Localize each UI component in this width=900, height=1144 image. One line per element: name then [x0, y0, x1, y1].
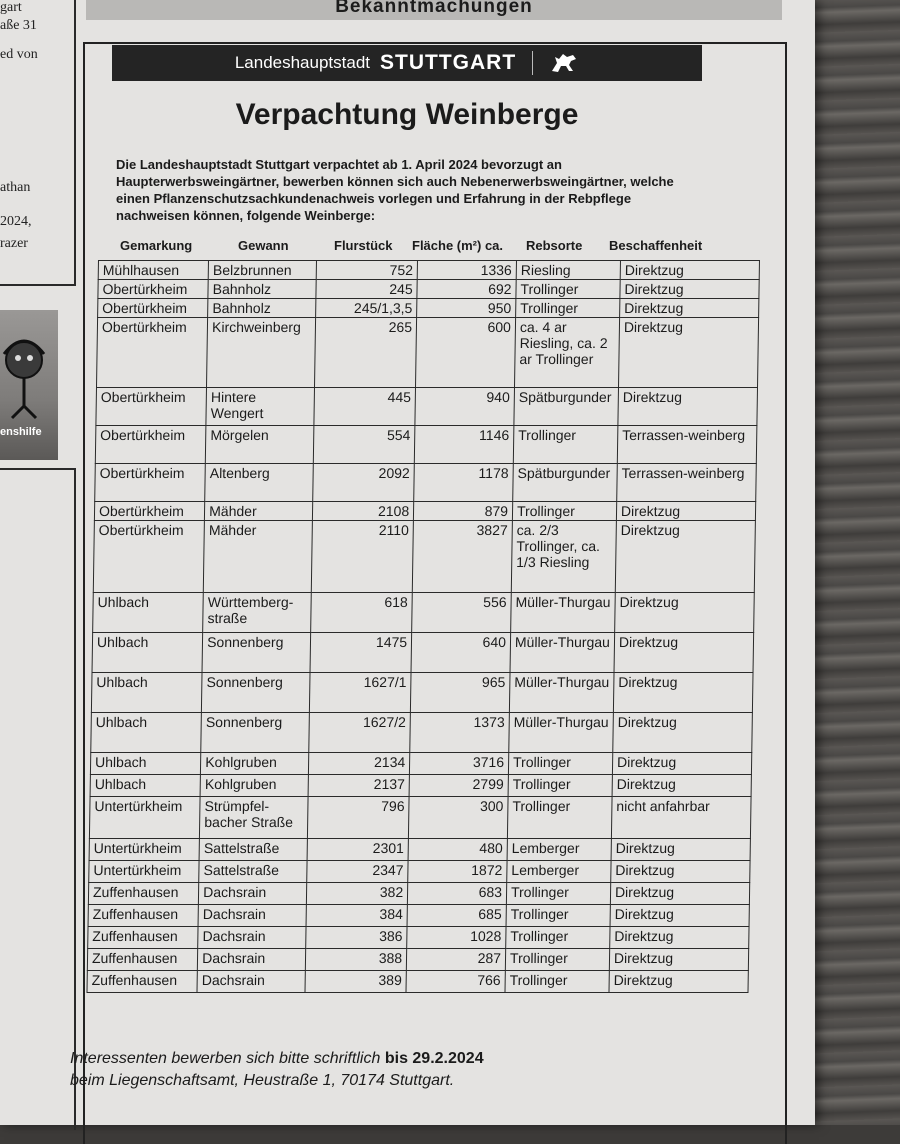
- cell-gemarkung: Obertürkheim: [96, 388, 207, 426]
- cell-rebsorte: Trollinger: [506, 905, 610, 927]
- cell-gewann: Strümpfel-bacher Straße: [200, 797, 309, 839]
- cell-beschaffenheit: Direktzug: [615, 593, 755, 633]
- cell-gewann: Mähder: [205, 502, 313, 521]
- cell-flurstueck: 2108: [313, 502, 414, 521]
- neighbour-text-fragment: 2024,: [0, 214, 32, 229]
- cell-beschaffenheit: Direktzug: [611, 839, 750, 861]
- footer-note: [70, 1048, 690, 1092]
- column-header-gemarkung: Gemarkung: [120, 238, 193, 253]
- column-header-rebsorte: Rebsorte: [526, 238, 583, 253]
- cell-gemarkung: Zuffenhausen: [88, 883, 199, 905]
- banner-divider: [532, 51, 533, 75]
- cell-flaeche: 3716: [410, 753, 509, 775]
- table-row: [95, 464, 757, 502]
- cell-flurstueck: 2134: [309, 753, 410, 775]
- table-row: [96, 318, 758, 388]
- column-header-gewann: Gewann: [238, 238, 289, 253]
- cell-flurstueck: 384: [306, 905, 407, 927]
- cell-rebsorte: Spätburgunder: [513, 464, 618, 502]
- cell-gemarkung: Zuffenhausen: [88, 927, 199, 949]
- cell-flaeche: 692: [417, 280, 516, 299]
- table-row: [96, 388, 758, 426]
- cell-gemarkung: Mühlhausen: [98, 261, 208, 280]
- cell-flurstueck: 2110: [312, 521, 414, 593]
- neighbour-column: [0, 0, 74, 1125]
- cell-beschaffenheit: Direktzug: [610, 883, 749, 905]
- cell-beschaffenheit: Direktzug: [612, 775, 751, 797]
- table-row: [98, 280, 759, 299]
- cell-gewann: Dachsrain: [198, 905, 306, 927]
- table-row: [92, 633, 754, 673]
- table-row: [89, 839, 750, 861]
- cell-rebsorte: Riesling: [516, 261, 620, 280]
- cell-gemarkung: Obertürkheim: [93, 521, 204, 593]
- cell-gewann: Bahnholz: [208, 280, 316, 299]
- cell-rebsorte: Trollinger: [516, 280, 620, 299]
- cell-gewann: Mähder: [203, 521, 312, 593]
- cell-gewann: Hintere Wengert: [206, 388, 315, 426]
- page-title: Verpachtung Weinberge: [235, 98, 579, 131]
- cell-beschaffenheit: Direktzug: [611, 861, 750, 883]
- table-row: [98, 261, 759, 280]
- cell-beschaffenheit: Direktzug: [615, 521, 755, 593]
- cell-flaeche: 1146: [414, 426, 513, 464]
- cell-flaeche: 600: [416, 318, 516, 388]
- cell-gewann: Sonnenberg: [201, 713, 310, 753]
- column-header-beschaffenheit: Beschaffenheit: [609, 238, 703, 253]
- neighbour-text-fragment: gart: [0, 0, 22, 15]
- cell-flaeche: 556: [412, 593, 511, 633]
- cell-flurstueck: 388: [306, 949, 407, 971]
- cell-beschaffenheit: Direktzug: [620, 299, 759, 318]
- cell-beschaffenheit: Direktzug: [610, 905, 749, 927]
- cell-flurstueck: 386: [306, 927, 407, 949]
- cell-flaeche: 480: [408, 839, 507, 861]
- cell-flaeche: 640: [411, 633, 510, 673]
- table-row: [88, 905, 749, 927]
- table-row: [87, 949, 748, 971]
- cell-flaeche: 685: [407, 905, 506, 927]
- table-row: [93, 593, 755, 633]
- footer-text: Interessenten bewerben sich bitte schriftlich: [70, 1050, 381, 1067]
- cell-flaeche: 1336: [417, 261, 516, 280]
- cell-gemarkung: Zuffenhausen: [87, 949, 198, 971]
- cell-beschaffenheit: Direktzug: [618, 388, 758, 426]
- cell-gewann: Sattelstraße: [199, 839, 307, 861]
- banner-prefix: Landeshauptstadt: [234, 53, 370, 72]
- cell-gemarkung: Uhlbach: [90, 775, 201, 797]
- cell-gewann: Kohlgruben: [201, 753, 309, 775]
- cell-flaeche: 766: [406, 971, 505, 993]
- cell-rebsorte: Müller-Thurgau: [511, 593, 616, 633]
- neighbour-text-fragment: athan: [0, 180, 31, 195]
- cell-flurstueck: 265: [315, 318, 417, 388]
- cell-flurstueck: 618: [311, 593, 413, 633]
- cell-flaeche: 1028: [407, 927, 506, 949]
- neighbour-image-caption: enshilfe: [0, 426, 42, 438]
- cell-gewann: Altenberg: [205, 464, 314, 502]
- city-banner: [112, 45, 702, 81]
- cell-flurstueck: 245/1,3,5: [316, 299, 417, 318]
- cell-gemarkung: Obertürkheim: [95, 426, 206, 464]
- cell-flaeche: 1178: [414, 464, 513, 502]
- cell-flurstueck: 2137: [308, 775, 409, 797]
- cell-rebsorte: Trollinger: [508, 775, 612, 797]
- cell-gemarkung: Uhlbach: [92, 633, 203, 673]
- cell-rebsorte: ca. 4 ar Riesling, ca. 2 ar Trollinger: [514, 318, 619, 388]
- cell-beschaffenheit: nicht anfahrbar: [611, 797, 751, 839]
- cell-gewann: Kirchweinberg: [207, 318, 316, 388]
- cell-beschaffenheit: Direktzug: [620, 280, 759, 299]
- cell-beschaffenheit: Terrassen-weinberg: [617, 464, 757, 502]
- table-row: [89, 797, 751, 839]
- cell-gemarkung: Uhlbach: [91, 713, 202, 753]
- cell-gewann: Sonnenberg: [202, 673, 311, 713]
- cell-gewann: Bahnholz: [208, 299, 316, 318]
- table-row: [89, 861, 750, 883]
- cell-gemarkung: Untertürkheim: [89, 797, 200, 839]
- cell-rebsorte: Trollinger: [506, 883, 610, 905]
- cell-rebsorte: Trollinger: [505, 949, 609, 971]
- cell-beschaffenheit: Direktzug: [609, 971, 748, 993]
- cell-beschaffenheit: Terrassen-weinberg: [617, 426, 757, 464]
- cell-flurstueck: 382: [307, 883, 408, 905]
- cell-rebsorte: Lemberger: [507, 861, 611, 883]
- cell-flurstueck: 796: [308, 797, 410, 839]
- table-row: [88, 927, 749, 949]
- cell-gemarkung: Obertürkheim: [94, 502, 204, 521]
- cell-flaeche: 1373: [410, 713, 509, 753]
- cell-gemarkung: Untertürkheim: [89, 839, 200, 861]
- cell-gemarkung: Zuffenhausen: [88, 905, 199, 927]
- cell-beschaffenheit: Direktzug: [610, 927, 749, 949]
- cell-beschaffenheit: Direktzug: [618, 318, 758, 388]
- cell-flaeche: 683: [408, 883, 507, 905]
- cell-flaeche: 3827: [412, 521, 512, 593]
- cell-beschaffenheit: Direktzug: [620, 261, 759, 280]
- cell-flaeche: 300: [409, 797, 508, 839]
- cell-rebsorte: Trollinger: [505, 971, 609, 993]
- cell-flaeche: 2799: [409, 775, 508, 797]
- cell-gewann: Dachsrain: [197, 949, 305, 971]
- cell-flaeche: 879: [414, 502, 513, 521]
- cell-gewann: Sonnenberg: [202, 633, 311, 673]
- cell-rebsorte: Müller-Thurgau: [510, 633, 615, 673]
- cell-gemarkung: Obertürkheim: [95, 464, 206, 502]
- table-row: [95, 426, 757, 464]
- neighbour-text-fragment: aße 31: [0, 18, 37, 33]
- cell-gemarkung: Uhlbach: [93, 593, 204, 633]
- cell-beschaffenheit: Direktzug: [613, 673, 753, 713]
- column-header-flaeche: Fläche (m²) ca.: [412, 238, 504, 253]
- cell-rebsorte: Trollinger: [516, 299, 620, 318]
- cell-gewann: Kohlgruben: [200, 775, 308, 797]
- horse-icon: [549, 51, 579, 75]
- table-row: [93, 521, 755, 593]
- vineyard-table: [86, 260, 760, 993]
- cell-rebsorte: Trollinger: [508, 753, 612, 775]
- cell-flurstueck: 1627/2: [309, 713, 411, 753]
- cell-flaeche: 287: [406, 949, 505, 971]
- cell-flurstueck: 2347: [307, 861, 408, 883]
- cell-rebsorte: Trollinger: [506, 927, 610, 949]
- cell-beschaffenheit: Direktzug: [613, 713, 753, 753]
- cell-flaeche: 950: [417, 299, 516, 318]
- cell-beschaffenheit: Direktzug: [612, 753, 751, 775]
- cell-flurstueck: 1627/1: [310, 673, 412, 713]
- footer-address: beim Liegenschaftsamt, Heustraße 1, 70174 Stuttgart.: [70, 1072, 455, 1089]
- cartoon-figure-icon: [0, 310, 58, 420]
- cell-rebsorte: Trollinger: [512, 502, 616, 521]
- cell-rebsorte: Lemberger: [507, 839, 611, 861]
- table-row: [87, 971, 748, 993]
- table-row: [98, 299, 759, 318]
- section-header: Bekanntmachungen: [86, 0, 782, 20]
- cell-gemarkung: Obertürkheim: [96, 318, 207, 388]
- cell-flurstueck: 245: [316, 280, 417, 299]
- table-row: [91, 673, 753, 713]
- cell-beschaffenheit: Direktzug: [616, 502, 755, 521]
- cell-gemarkung: Obertürkheim: [98, 299, 208, 318]
- column-header-flurstueck: Flurstück: [334, 238, 393, 253]
- table-row: [88, 883, 749, 905]
- cell-rebsorte: Müller-Thurgau: [509, 673, 614, 713]
- banner-city-logo: STUTTGART: [380, 51, 517, 74]
- cell-gewann: Belzbrunnen: [208, 261, 316, 280]
- table-row: [94, 502, 755, 521]
- cell-gemarkung: Uhlbach: [90, 753, 201, 775]
- cell-gewann: Mörgelen: [205, 426, 314, 464]
- neighbour-text-fragment: ed von: [0, 47, 38, 62]
- cell-flurstueck: 445: [314, 388, 415, 426]
- footer-deadline: bis 29.2.2024: [384, 1050, 484, 1067]
- cell-gewann: Dachsrain: [198, 927, 306, 949]
- cell-gemarkung: Untertürkheim: [89, 861, 200, 883]
- cell-flurstueck: 2301: [307, 839, 408, 861]
- cell-gemarkung: Zuffenhausen: [87, 971, 198, 993]
- cell-gewann: Dachsrain: [199, 883, 307, 905]
- neighbour-article-box: [0, 468, 76, 1130]
- cell-gewann: Dachsrain: [197, 971, 305, 993]
- cell-rebsorte: Spätburgunder: [514, 388, 619, 426]
- table-row: [90, 753, 751, 775]
- cell-flurstueck: 554: [314, 426, 415, 464]
- cell-flaeche: 1872: [408, 861, 507, 883]
- cell-gewann: Sattelstraße: [199, 861, 307, 883]
- neighbour-text-fragment: razer: [0, 236, 28, 251]
- cell-beschaffenheit: Direktzug: [609, 949, 748, 971]
- cell-flurstueck: 752: [316, 261, 417, 280]
- cell-rebsorte: Trollinger: [513, 426, 618, 464]
- table-row: [91, 713, 753, 753]
- cell-flaeche: 940: [415, 388, 514, 426]
- cell-gemarkung: Obertürkheim: [98, 280, 208, 299]
- cell-gewann: Württemberg-straße: [203, 593, 312, 633]
- cell-flurstueck: 1475: [310, 633, 412, 673]
- vineyard-table-wrapper: [86, 260, 760, 993]
- intro-paragraph: Die Landeshauptstadt Stuttgart verpachtet ab 1. April 2024 bevorzugt an Haupterwerbsweingärtner, bewerben können sich auch Nebenerwerbsweingärtner, welche einen Pflanzenschutzsachkundenachweis vorlegen und Erfahrung in der Rebpflege nachweisen können, folgende Weinberge:: [116, 157, 674, 223]
- cell-rebsorte: Müller-Thurgau: [509, 713, 614, 753]
- table-row: [90, 775, 751, 797]
- cell-flaeche: 965: [411, 673, 510, 713]
- cell-beschaffenheit: Direktzug: [614, 633, 754, 673]
- cell-rebsorte: Trollinger: [507, 797, 612, 839]
- cell-flurstueck: 389: [305, 971, 406, 993]
- cell-gemarkung: Uhlbach: [91, 673, 202, 713]
- cell-flurstueck: 2092: [313, 464, 414, 502]
- cell-rebsorte: ca. 2/3 Trollinger, ca. 1/3 Riesling: [511, 521, 616, 593]
